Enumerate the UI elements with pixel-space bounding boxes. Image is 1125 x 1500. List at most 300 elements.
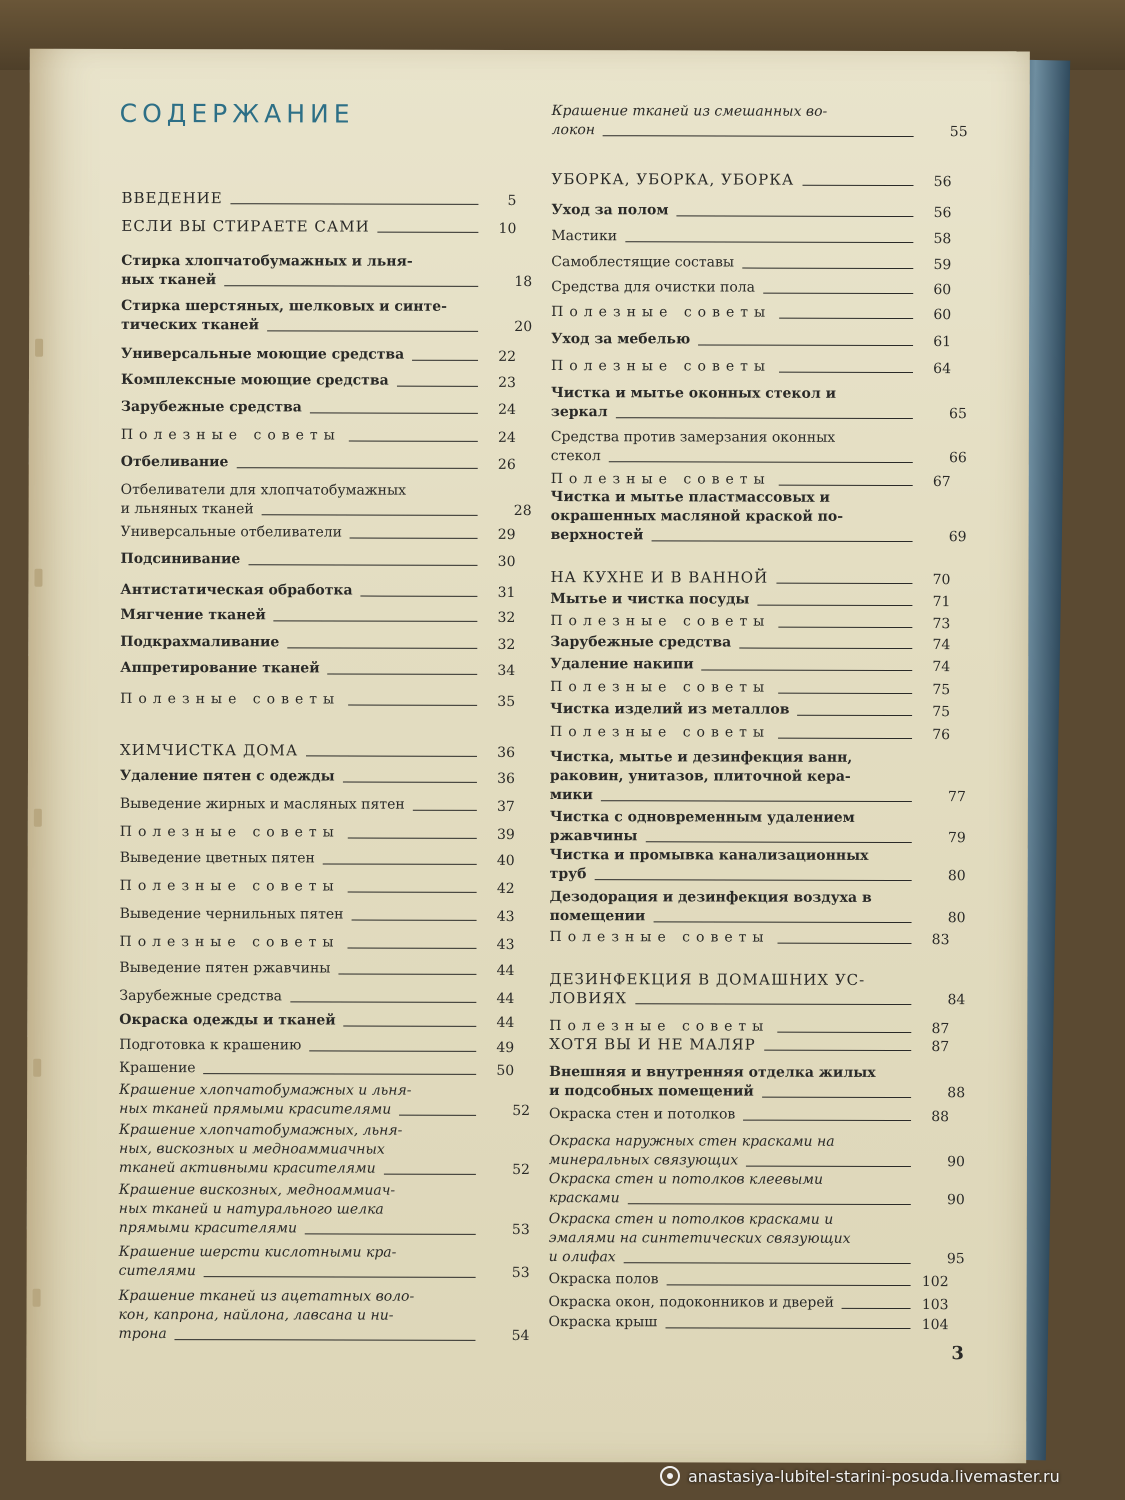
toc-entry: [121, 345, 516, 365]
toc-page-number: 37: [497, 798, 515, 815]
toc-entry-text: Крашение шерсти кислотными кра-: [118, 1243, 397, 1261]
toc-entry-text: ных тканей прямыми красителями: [119, 1100, 392, 1118]
toc-entry-title-line: [121, 500, 478, 520]
toc-page-number: 70: [932, 572, 951, 589]
toc-entry-title: Мастики: [551, 228, 618, 245]
toc-entry: [120, 823, 515, 843]
leader-line: [667, 1284, 911, 1286]
leader-line: [797, 715, 912, 716]
toc-entry-text: ЛОВИЯХ: [549, 989, 628, 1008]
leader-line: [348, 705, 477, 706]
toc-page-number: 84: [947, 992, 966, 1009]
toc-entry-title: ВВЕДЕНИЕ: [121, 188, 223, 208]
toc-entry: [120, 877, 515, 897]
toc-entry: [121, 371, 516, 391]
toc-page-number: 60: [933, 307, 952, 324]
toc-entry-text: Чистка и мытье оконных стекол и: [550, 385, 837, 402]
toc-entry-title: Окраска полов: [548, 1271, 659, 1288]
toc-entry: [120, 795, 515, 815]
toc-entry-text: Внешняя и внутренняя отделка жилых: [549, 1064, 876, 1081]
toc-entry-title-line: [119, 1100, 476, 1120]
toc-page-number: 56: [933, 174, 952, 191]
toc-entry: [119, 933, 514, 953]
toc-entry-title: Зарубежные средства: [119, 987, 282, 1005]
toc-entry-text: мики: [549, 787, 593, 804]
leader-line: [224, 285, 478, 287]
leader-line: [665, 1327, 910, 1329]
toc-entry-title: Аппретирование тканей: [120, 659, 320, 677]
toc-entry: [549, 846, 966, 885]
toc-entry-text: ных, вискозных и медноаммиачных: [118, 1140, 385, 1158]
toc-entry-title-line: [549, 1229, 911, 1249]
toc-entry: [550, 655, 950, 675]
toc-entry-title: Выведение жирных и масляных пятен: [119, 795, 405, 813]
toc-page-number: 36: [497, 744, 516, 761]
toc-page-number: 20: [514, 318, 533, 336]
toc-entry-title: Полезные советы: [550, 613, 771, 630]
toc-entry-title-line: [551, 507, 913, 527]
toc-entry: [121, 523, 516, 543]
leader-line: [328, 673, 478, 674]
toc-entry: [551, 102, 968, 141]
leader-line: [348, 838, 477, 839]
toc-entry-title: Окраска окон, подоконников и дверей: [548, 1294, 834, 1311]
leader-line: [384, 1174, 476, 1175]
toc-page-number: 32: [497, 609, 516, 626]
toc-entry: [118, 1243, 530, 1282]
toc-entry-title: Уход за полом: [551, 202, 669, 219]
leader-line: [204, 1073, 477, 1075]
toc-entry-title-line: [549, 1151, 911, 1171]
toc-entry-title-line: [550, 827, 912, 847]
toc-entry-title: Полезные советы: [119, 933, 340, 951]
toc-page-number: 71: [932, 594, 951, 611]
toc-entry: [549, 808, 966, 847]
leader-line: [645, 841, 911, 843]
toc-entry-text: ржавчины: [549, 828, 638, 845]
toc-page-number: 28: [513, 502, 532, 520]
toc-entry-title: Уход за мебелью: [551, 331, 691, 348]
contents-column-right: [548, 50, 968, 1334]
toc-page-number: 83: [931, 932, 950, 949]
leader-line: [601, 800, 912, 802]
toc-page-number: 75: [932, 704, 951, 721]
toc-entry-text: Окраска стен и потолков клеевыми: [548, 1171, 824, 1188]
toc-entry-text: Отбеливатели для хлопчатобумажных: [120, 481, 407, 499]
leader-line: [262, 514, 478, 516]
toc-entry: [550, 700, 950, 720]
toc-entry-title: Удаление накипи: [550, 656, 694, 673]
toc-entry: [551, 253, 951, 273]
toc-entry: [551, 357, 951, 377]
leader-line: [779, 372, 913, 373]
leader-line: [309, 1050, 476, 1051]
toc-page-number: 18: [514, 273, 533, 291]
toc-entry-text: Крашение тканей из смешанных во-: [551, 103, 828, 120]
toc-entry: [549, 748, 966, 806]
toc-page-number: 67: [932, 474, 951, 491]
leader-line: [778, 627, 912, 628]
toc-entry-text: тканей активными красителями: [118, 1159, 376, 1177]
toc-entry-title: Крашение: [119, 1059, 196, 1077]
toc-entry-title: Зарубежные средства: [120, 398, 302, 416]
leader-line: [412, 360, 478, 361]
leader-line: [762, 1097, 911, 1098]
toc-entry: [120, 767, 515, 787]
toc-page-number: 53: [511, 1264, 530, 1282]
toc-page-number: 54: [511, 1327, 530, 1345]
leader-line: [267, 330, 478, 332]
toc-entry-title-line: [121, 481, 478, 501]
toc-entry-title-line: [121, 271, 478, 291]
toc-entry: [549, 1293, 949, 1313]
toc-entry-title: Самоблестящие составы: [551, 254, 735, 271]
toc-page-number: 73: [932, 616, 951, 633]
toc-page-number: 49: [496, 1039, 515, 1056]
toc-entry-title-line: [551, 428, 913, 448]
toc-entry-title: Полезные советы: [551, 358, 772, 375]
leader-line: [624, 1262, 911, 1264]
toc-entry-title: Полезные советы: [549, 929, 770, 946]
toc-page-number: 55: [949, 124, 968, 141]
leader-line: [702, 669, 913, 671]
leader-line: [397, 386, 478, 387]
toc-entry-title: Полезные советы: [550, 679, 771, 696]
leader-line: [779, 485, 913, 486]
leader-line: [290, 1001, 476, 1002]
toc-page-number: 24: [497, 429, 516, 446]
toc-page-number: 87: [931, 1039, 950, 1056]
leader-line: [609, 461, 913, 463]
toc-page-number: 10: [498, 220, 517, 237]
toc-entry-text: верхностей: [550, 527, 644, 544]
toc-entry: [119, 1036, 514, 1056]
toc-entry: [550, 678, 950, 698]
toc-page-number: 31: [497, 584, 516, 601]
toc-page-number: 77: [948, 789, 966, 806]
toc-entry: [121, 189, 516, 209]
toc-page-number: 79: [947, 830, 966, 847]
toc-page-number: 90: [947, 1154, 965, 1171]
toc-entry-text: Окраска наружных стен красками на: [548, 1133, 835, 1150]
toc-page-number: 52: [512, 1161, 530, 1179]
toc-page-number: 44: [496, 1014, 515, 1031]
toc-entry-title: Комплексные моющие средства: [120, 371, 389, 389]
toc-page-number: 24: [498, 401, 516, 418]
toc-entry-title-line: [549, 1063, 911, 1083]
toc-entry-text: ных тканей и натурального шелка: [118, 1200, 384, 1218]
toc-entry-text: помещении: [549, 908, 646, 925]
toc-page-number: 58: [933, 231, 952, 248]
toc-entry-title: Универсальные моющие средства: [121, 345, 405, 363]
toc-entry-title: Мытье и чистка посуды: [550, 591, 750, 608]
toc-entry-title-line: [550, 808, 912, 828]
leader-line: [413, 810, 477, 811]
toc-entry-text: Стирка хлопчатобумажных и льня-: [121, 252, 413, 270]
toc-entry: [120, 741, 515, 761]
toc-entry-title-line: [119, 1287, 476, 1307]
toc-entry: [550, 633, 950, 653]
toc-entry: [120, 849, 515, 869]
toc-entry: [551, 470, 951, 490]
toc-entry-title-line: [119, 1219, 476, 1239]
leader-line: [635, 1003, 911, 1005]
toc-entry-title-line: [549, 970, 911, 990]
toc-entry-title-line: [550, 846, 912, 866]
toc-page-number: 59: [933, 257, 952, 274]
toc-page-number: 43: [496, 936, 515, 953]
toc-page-number: 74: [932, 637, 951, 654]
watermark: [660, 1466, 1060, 1486]
toc-entry: [548, 1170, 965, 1209]
leader-line: [746, 1166, 911, 1167]
toc-entry-title: Полезные советы: [119, 877, 340, 895]
toc-entry: [119, 987, 514, 1007]
toc-page-number: 66: [948, 450, 967, 467]
toc-entry-title: Удаление пятен с одежды: [119, 767, 335, 785]
toc-entry-title: Подготовка к крашению: [119, 1036, 302, 1054]
leader-line: [651, 540, 912, 542]
page-number: 3: [951, 1343, 964, 1365]
toc-page-number: 76: [932, 727, 951, 744]
leader-line: [677, 215, 914, 217]
toc-entry: [550, 612, 950, 632]
toc-entry-title: Полезные советы: [550, 471, 771, 488]
leader-line: [323, 863, 477, 864]
toc-entry-title: Полезные советы: [550, 724, 771, 741]
toc-page-number: 95: [946, 1251, 965, 1268]
toc-entry: [120, 581, 515, 601]
toc-entry: [550, 384, 967, 423]
toc-entry-text: Крашение вискозных, медноаммиач-: [118, 1181, 396, 1199]
toc-entry-text: Чистка с одновременным удалением: [549, 809, 855, 826]
toc-entry-title-line: [119, 1140, 476, 1160]
leader-line: [378, 232, 479, 233]
toc-entry-text: эмалями на синтетических связующих: [548, 1230, 851, 1247]
toc-entry-text: стекол: [550, 448, 601, 465]
toc-entry-text: Чистка и мытье пластмассовых и: [550, 489, 830, 506]
toc-entry: [550, 590, 950, 610]
toc-entry-title-line: [549, 1189, 911, 1209]
toc-entry-title-line: [549, 1082, 911, 1102]
toc-entry: [121, 217, 516, 237]
toc-entry-text: минеральных связующих: [548, 1152, 739, 1169]
toc-entry-text: ДЕЗИНФЕКЦИЯ В ДОМАШНИХ УС-: [549, 970, 866, 989]
toc-entry-text: локон: [551, 122, 596, 139]
toc-entry-title: Окраска крыш: [548, 1314, 658, 1331]
toc-entry-text: Чистка и промывка канализационных: [549, 847, 869, 864]
toc-entry-title-line: [551, 447, 913, 467]
toc-entry: [549, 1063, 966, 1102]
toc-entry-title-line: [118, 1325, 475, 1345]
toc-entry-title: Выведение пятен ржавчины: [119, 959, 331, 977]
leader-line: [616, 417, 913, 419]
toc-entry-title-line: [549, 1132, 911, 1152]
leader-line: [603, 135, 914, 137]
toc-entry: [551, 278, 951, 298]
leader-line: [778, 738, 912, 739]
toc-entry-text: раковин, унитазов, плиточной кера-: [549, 768, 851, 785]
toc-entry: [120, 550, 515, 570]
leader-line: [842, 1308, 911, 1309]
leader-line: [764, 1050, 911, 1051]
leader-line: [777, 1032, 911, 1033]
toc-entry: [120, 633, 515, 653]
toc-page-number: 60: [933, 282, 952, 299]
page-title: СОДЕРЖАНИЕ: [119, 98, 355, 129]
toc-page-number: 26: [497, 456, 516, 473]
toc-entry-title: Полезные советы: [120, 426, 341, 444]
leader-line: [399, 1115, 476, 1116]
toc-page-number: 50: [496, 1062, 515, 1079]
toc-page-number: 80: [947, 868, 966, 885]
leader-line: [305, 1233, 476, 1234]
leader-line: [287, 647, 477, 648]
toc-entry-title-line: [550, 888, 912, 908]
toc-entry-title: Подкрахмаливание: [120, 633, 280, 651]
toc-page-number: 23: [498, 374, 516, 391]
toc-entry-title: Зарубежные средства: [550, 634, 732, 651]
toc-page-number: 30: [497, 553, 516, 570]
toc-entry-title-line: [549, 989, 911, 1009]
toc-entry-text: Средства против замерзания оконных: [550, 429, 836, 446]
leader-line: [594, 879, 911, 881]
leader-line: [204, 1276, 476, 1278]
toc-entry-title-line: [552, 121, 914, 141]
toc-entry-title-line: [119, 1243, 476, 1263]
leader-line: [802, 185, 913, 186]
leader-line: [742, 268, 913, 269]
toc-page-number: 65: [949, 406, 967, 423]
toc-entry-text: Крашение хлопчатобумажных, льня-: [118, 1121, 403, 1139]
toc-entry-title: НА КУХНЕ И В ВАННОЙ: [550, 568, 769, 587]
toc-entry-text: ных тканей: [121, 271, 217, 289]
toc-entry: [120, 481, 532, 520]
toc-entry-title-line: [549, 1170, 911, 1190]
toc-entry-title-line: [550, 767, 912, 787]
leader-line: [778, 693, 912, 694]
toc-entry: [120, 690, 515, 710]
toc-page-number: 44: [496, 990, 515, 1007]
leader-line: [348, 892, 477, 893]
toc-page-number: 22: [498, 348, 517, 365]
leader-line: [653, 921, 911, 923]
toc-entry-text: и олифах: [548, 1249, 616, 1266]
toc-page-number: 40: [496, 852, 515, 869]
toc-entry: [551, 303, 951, 323]
toc-page-number: 87: [931, 1021, 950, 1038]
toc-entry-title-line: [552, 102, 914, 122]
toc-entry-title: Полезные советы: [120, 690, 341, 708]
toc-page-number: 75: [932, 682, 951, 699]
toc-entry: [121, 252, 533, 291]
toc-entry: [120, 659, 515, 679]
toc-entry: [119, 1059, 514, 1079]
toc-entry-title-line: [119, 1200, 476, 1220]
leader-line: [779, 318, 913, 319]
toc-entry-text: окрашенных масляной краской по-: [550, 508, 844, 525]
toc-entry: [550, 488, 967, 546]
leader-line: [628, 1203, 911, 1205]
book-page: [26, 49, 1030, 1464]
toc-entry-text: труб: [549, 866, 587, 883]
toc-entry: [549, 1035, 949, 1055]
toc-entry-title: Выведение цветных пятен: [119, 849, 315, 867]
toc-entry-title: Чистка изделий из металлов: [550, 701, 790, 718]
toc-entry: [118, 1287, 530, 1345]
toc-entry-title-line: [551, 488, 913, 508]
toc-entry-text: тических тканей: [121, 316, 260, 334]
toc-entry: [121, 453, 516, 473]
leader-line: [763, 293, 913, 294]
leader-line: [349, 441, 478, 442]
toc-entry-title-line: [119, 1262, 476, 1282]
toc-entry: [549, 1105, 949, 1125]
toc-entry-title: ХОТЯ ВЫ И НЕ МАЛЯР: [549, 1035, 756, 1054]
toc-entry: [548, 1210, 965, 1268]
toc-entry-title-line: [119, 1306, 476, 1326]
toc-entry: [550, 568, 950, 588]
toc-entry-title-line: [119, 1081, 476, 1101]
leader-line: [347, 948, 476, 949]
leader-line: [231, 203, 479, 205]
toc-page-number: 102: [921, 1274, 949, 1291]
toc-entry-title: Подсинивание: [120, 550, 241, 568]
toc-entry-title-line: [549, 1210, 911, 1230]
toc-entry-text: кон, капрона, найлона, лавсана и ни-: [118, 1306, 394, 1324]
toc-page-number: 56: [933, 205, 952, 222]
toc-entry: [549, 970, 966, 1009]
toc-entry: [121, 398, 516, 418]
toc-page-number: 29: [497, 526, 516, 543]
toc-entry-title-line: [551, 526, 913, 546]
toc-entry: [120, 905, 515, 925]
toc-entry-text: зеркал: [550, 404, 608, 421]
toc-entry-title: ЕСЛИ ВЫ СТИРАЕТЕ САМИ: [121, 216, 370, 236]
toc-entry-text: Крашение хлопчатобумажных и льня-: [119, 1081, 412, 1099]
toc-entry: [551, 330, 951, 350]
toc-page-number: 35: [497, 693, 516, 710]
toc-entry-text: красками: [548, 1190, 620, 1207]
toc-entry: [549, 888, 966, 927]
toc-page-number: 74: [932, 659, 951, 676]
toc-page-number: 61: [933, 334, 952, 351]
toc-entry-title-line: [121, 297, 478, 317]
toc-entry-title: Окраска стен и потолков: [549, 1106, 736, 1123]
toc-entry: [548, 1313, 948, 1333]
toc-page-number: 53: [511, 1221, 530, 1239]
leader-line: [274, 620, 478, 622]
toc-entry-title-line: [119, 1159, 476, 1179]
camera-icon: [660, 1466, 680, 1486]
leader-line: [698, 344, 913, 346]
toc-page-number: 36: [497, 770, 515, 787]
leader-line: [739, 648, 912, 649]
toc-entry: [551, 170, 951, 190]
toc-entry-title-line: [121, 316, 478, 336]
toc-page-number: 5: [507, 192, 517, 209]
toc-entry: [119, 1081, 531, 1120]
toc-entry-title-line: [551, 384, 913, 404]
leader-line: [343, 782, 477, 783]
toc-entry-title-line: [121, 252, 478, 272]
toc-entry: [118, 1121, 530, 1179]
toc-page-number: 43: [496, 908, 515, 925]
leader-line: [361, 596, 478, 597]
leader-line: [778, 943, 912, 944]
toc-entry-text: Стирка шерстяных, шелковых и синте-: [121, 297, 447, 315]
toc-entry-text: и льняных тканей: [120, 500, 254, 518]
